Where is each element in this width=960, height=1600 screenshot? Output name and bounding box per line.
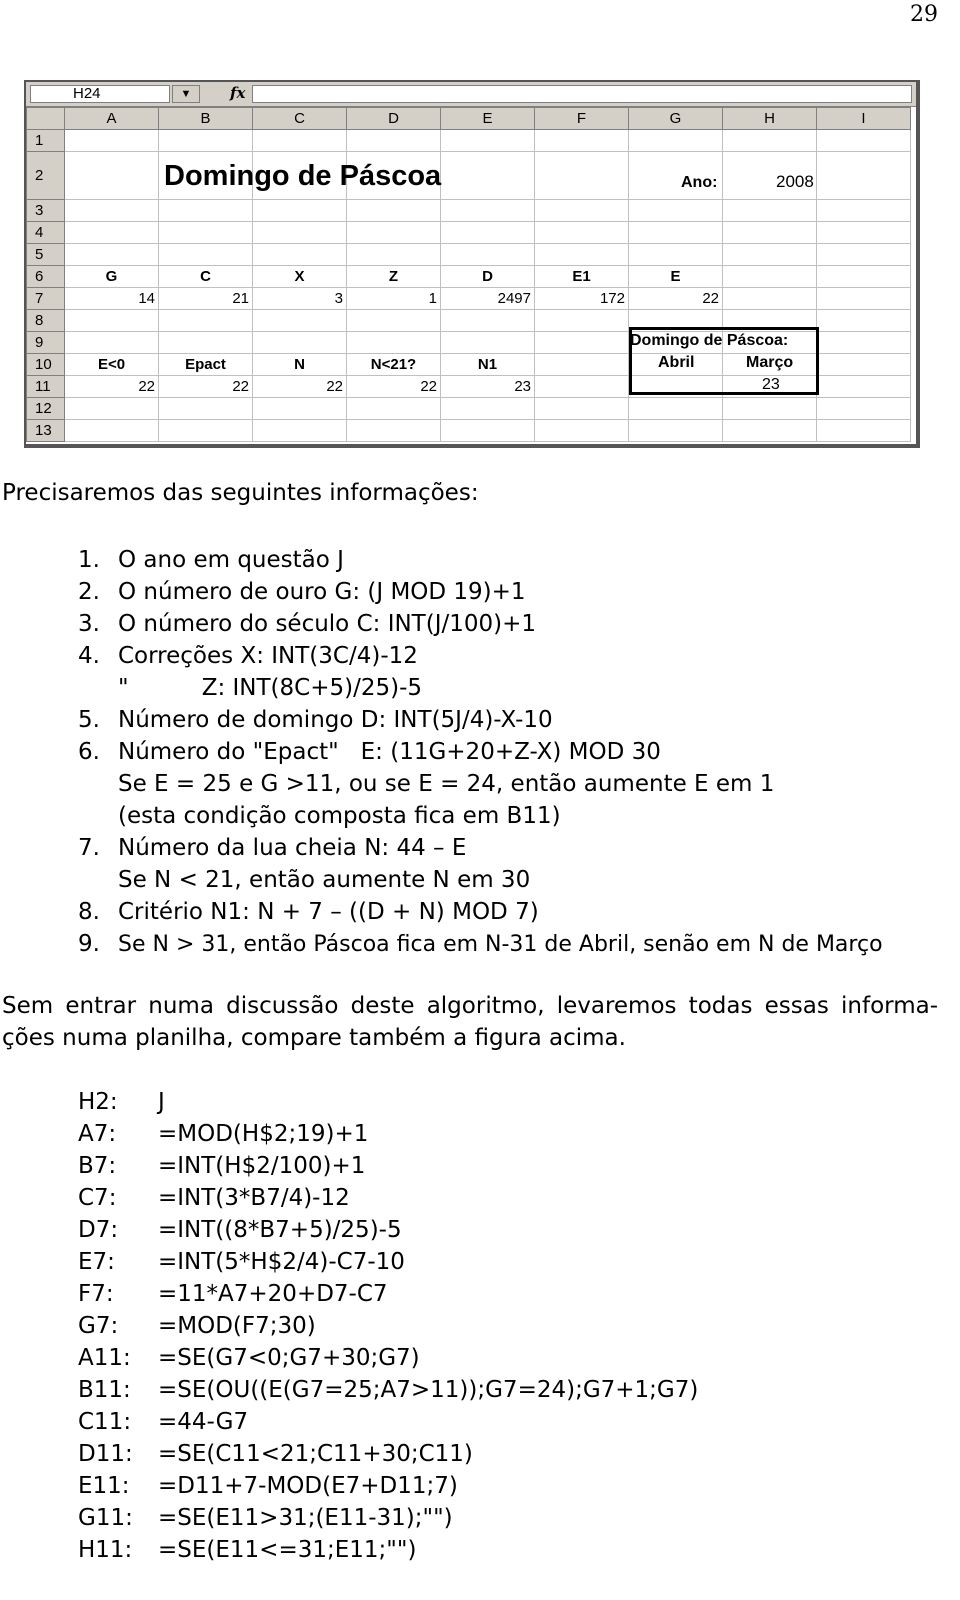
formula-row — [78, 1342, 698, 1374]
list-number: 7. — [78, 835, 100, 861]
formula-text: =MOD(F7;30) — [158, 1313, 316, 1339]
list-text: O número do século C: INT(J/100)+1 — [118, 611, 537, 637]
year-value[interactable]: 2008 — [776, 172, 814, 191]
list-text: Se E = 25 e G >11, ou se E = 24, então aumente E em 1 — [118, 771, 775, 797]
list-text: Se N < 21, então aumente N em 30 — [118, 867, 531, 893]
formula-row — [78, 1310, 698, 1342]
sheet-row — [27, 244, 911, 266]
cell-ref: B11: — [78, 1377, 131, 1403]
list-item — [78, 608, 883, 640]
label-cell[interactable]: Epact — [159, 354, 253, 376]
cell-ref: C7: — [78, 1185, 117, 1211]
formula-text: J — [158, 1089, 165, 1115]
column-header[interactable]: A — [65, 108, 159, 130]
label-cell[interactable]: N — [253, 354, 347, 376]
cell-ref: A11: — [78, 1345, 131, 1371]
cell-ref: F7: — [78, 1281, 114, 1307]
list-item — [78, 640, 883, 672]
formula-row — [78, 1438, 698, 1470]
list-number: 9. — [78, 931, 100, 957]
formula-text: =SE(E11>31;(E11-31);"") — [158, 1505, 453, 1531]
column-header-row — [27, 108, 911, 130]
formula-row — [78, 1246, 698, 1278]
cell-ref: E7: — [78, 1249, 115, 1275]
list-item — [78, 832, 883, 864]
cell-ref: B7: — [78, 1153, 117, 1179]
formula-row — [78, 1182, 698, 1214]
cell-ref: A7: — [78, 1121, 117, 1147]
row-header[interactable]: 5 — [27, 244, 65, 266]
row-header[interactable]: 9 — [27, 332, 65, 354]
formula-row — [78, 1278, 698, 1310]
column-header[interactable]: G — [629, 108, 723, 130]
result-title: Domingo de Páscoa: — [630, 332, 789, 349]
label-cell[interactable]: E — [629, 266, 723, 288]
sheet-row — [27, 130, 911, 152]
formula-text: =SE(OU((E(G7=25;A7>11));G7=24);G7+1;G7) — [158, 1377, 699, 1403]
list-item — [78, 576, 883, 608]
formula-text: =44-G7 — [158, 1409, 249, 1435]
formula-row — [78, 1214, 698, 1246]
description-paragraph: Sem entrar numa discussão deste algoritmo, levaremos todas essas informa-ções numa planilha, compare também a figura acima. — [2, 993, 938, 1051]
value-cell[interactable]: 21 — [159, 288, 253, 310]
row-header[interactable]: 3 — [27, 200, 65, 222]
list-text: Número de domingo D: INT(5J/4)-X-10 — [118, 707, 553, 733]
value-cell[interactable]: 22 — [629, 288, 723, 310]
row-header[interactable]: 6 — [27, 266, 65, 288]
list-item — [78, 864, 883, 896]
formula-text: =INT(H$2/100)+1 — [158, 1153, 366, 1179]
row-header[interactable]: 11 — [27, 376, 65, 398]
row-header[interactable]: 13 — [27, 420, 65, 442]
list-item — [78, 704, 883, 736]
cell-ref: H2: — [78, 1089, 118, 1115]
spreadsheet-screenshot — [24, 80, 920, 448]
formula-row — [78, 1374, 698, 1406]
list-item — [78, 544, 883, 576]
label-cell[interactable]: G — [65, 266, 159, 288]
formula-text: =MOD(H$2;19)+1 — [158, 1121, 369, 1147]
function-icon[interactable]: fx — [230, 84, 246, 102]
list-text: " Z: INT(8C+5)/25)-5 — [118, 675, 423, 701]
list-number: 1. — [78, 547, 100, 573]
list-item — [78, 896, 883, 928]
cell-ref: H11: — [78, 1537, 133, 1563]
label-cell[interactable]: N<21? — [347, 354, 441, 376]
list-text: Número da lua cheia N: 44 – E — [118, 835, 467, 861]
sheet-row — [27, 420, 911, 442]
cell-ref: C11: — [78, 1409, 132, 1435]
list-number: 4. — [78, 643, 100, 669]
label-cell[interactable]: X — [253, 266, 347, 288]
result-abril-label: Abril — [658, 354, 695, 371]
row-header[interactable]: 10 — [27, 354, 65, 376]
select-all-corner[interactable] — [27, 108, 65, 130]
cell-ref: G11: — [78, 1505, 133, 1531]
list-text: O ano em questão J — [118, 547, 344, 573]
list-item — [78, 768, 883, 800]
formula-text: =SE(E11<=31;E11;"") — [158, 1537, 417, 1563]
formula-bar — [26, 82, 916, 107]
page-number: 29 — [910, 2, 938, 27]
cell-ref: G7: — [78, 1313, 119, 1339]
formula-text: =INT(5*H$2/4)-C7-10 — [158, 1249, 405, 1275]
value-cell[interactable]: 22 — [347, 376, 441, 398]
row-header[interactable]: 1 — [27, 130, 65, 152]
formula-row — [78, 1406, 698, 1438]
value-cell[interactable]: 1 — [347, 288, 441, 310]
label-cell[interactable]: N1 — [441, 354, 535, 376]
row-header[interactable]: 12 — [27, 398, 65, 420]
column-header[interactable]: B — [159, 108, 253, 130]
formula-row — [78, 1470, 698, 1502]
cell-ref: D11: — [78, 1441, 133, 1467]
list-text: Número do "Epact" E: (11G+20+Z-X) MOD 30 — [118, 739, 661, 765]
intro-text: Precisaremos das seguintes informações: — [2, 480, 479, 506]
label-cell[interactable]: D — [441, 266, 535, 288]
sheet-row — [27, 266, 911, 288]
label-cell[interactable]: E<0 — [65, 354, 159, 376]
formula-row — [78, 1502, 698, 1534]
formula-text: =D11+7-MOD(E7+D11;7) — [158, 1473, 458, 1499]
chevron-down-icon[interactable]: ▼ — [172, 85, 200, 103]
list-item — [78, 928, 883, 960]
row-header[interactable]: 7 — [27, 288, 65, 310]
row-header[interactable]: 4 — [27, 222, 65, 244]
column-header[interactable]: D — [347, 108, 441, 130]
formula-row — [78, 1150, 698, 1182]
label-cell[interactable]: Z — [347, 266, 441, 288]
formula-list — [78, 1086, 698, 1566]
list-item — [78, 800, 883, 832]
sheet-row — [27, 398, 911, 420]
list-item — [78, 672, 883, 704]
row-header[interactable]: 8 — [27, 310, 65, 332]
formula-row — [78, 1534, 698, 1566]
list-number: 2. — [78, 579, 100, 605]
list-text: (esta condição composta fica em B11) — [118, 803, 561, 829]
result-marco-label: Março — [746, 354, 794, 371]
column-header[interactable]: F — [535, 108, 629, 130]
formula-text: =11*A7+20+D7-C7 — [158, 1281, 388, 1307]
list-number: 3. — [78, 611, 100, 637]
list-number: 5. — [78, 707, 100, 733]
year-label: Ano: — [681, 174, 718, 191]
sheet-row — [27, 222, 911, 244]
list-number: 8. — [78, 899, 100, 925]
value-cell[interactable]: 172 — [535, 288, 629, 310]
value-cell[interactable]: 22 — [253, 376, 347, 398]
formula-text: =SE(C11<21;C11+30;C11) — [158, 1441, 473, 1467]
cell-ref: E11: — [78, 1473, 130, 1499]
sheet-row — [27, 200, 911, 222]
row-header[interactable]: 2 — [27, 152, 65, 200]
formula-row — [78, 1086, 698, 1118]
value-cell[interactable]: 22 — [65, 376, 159, 398]
list-text: O número de ouro G: (J MOD 19)+1 — [118, 579, 526, 605]
formula-row — [78, 1118, 698, 1150]
column-header[interactable]: H — [723, 108, 817, 130]
value-cell[interactable]: 22 — [159, 376, 253, 398]
column-header[interactable]: E — [441, 108, 535, 130]
value-cell[interactable]: 23 — [441, 376, 535, 398]
list-item — [78, 736, 883, 768]
info-list — [78, 544, 883, 960]
value-cell[interactable]: 14 — [65, 288, 159, 310]
formula-input[interactable] — [252, 85, 912, 103]
formula-text: =INT((8*B7+5)/25)-5 — [158, 1217, 402, 1243]
name-box[interactable]: H24 — [30, 85, 170, 103]
cell-ref: D7: — [78, 1217, 119, 1243]
formula-text: =SE(G7<0;G7+30;G7) — [158, 1345, 420, 1371]
column-header[interactable]: I — [817, 108, 911, 130]
value-cell[interactable]: 3 — [253, 288, 347, 310]
list-text: Critério N1: N + 7 – ((D + N) MOD 7) — [118, 899, 539, 925]
list-text: Correções X: INT(3C/4)-12 — [118, 643, 418, 669]
label-cell[interactable]: C — [159, 266, 253, 288]
sheet-title[interactable]: Domingo de Páscoa — [164, 160, 442, 192]
value-cell[interactable]: 2497 — [441, 288, 535, 310]
list-text: Se N > 31, então Páscoa fica em N-31 de Abril, senão em N de Março — [118, 932, 883, 957]
formula-text: =INT(3*B7/4)-12 — [158, 1185, 350, 1211]
result-value[interactable]: 23 — [762, 376, 780, 393]
column-header[interactable]: C — [253, 108, 347, 130]
list-number: 6. — [78, 739, 100, 765]
label-cell[interactable]: E1 — [535, 266, 629, 288]
sheet-row — [27, 288, 911, 310]
